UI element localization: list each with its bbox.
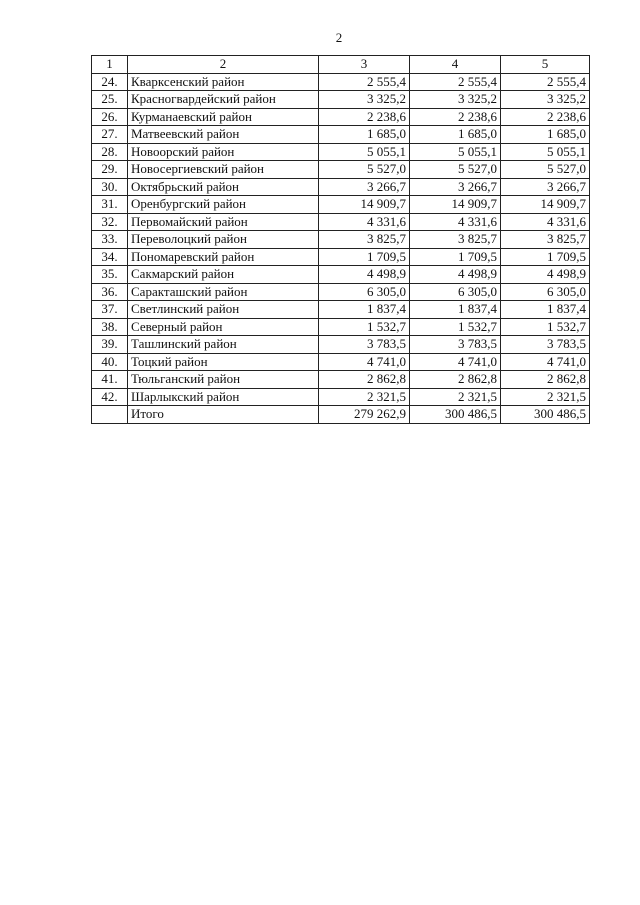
total-col-5: 300 486,5 bbox=[501, 406, 590, 424]
value-col-5: 1 532,7 bbox=[501, 318, 590, 336]
row-number: 37. bbox=[92, 301, 128, 319]
value-col-4: 1 532,7 bbox=[410, 318, 501, 336]
value-col-3: 1 685,0 bbox=[319, 126, 410, 144]
value-col-5: 3 266,7 bbox=[501, 178, 590, 196]
value-col-5: 1 685,0 bbox=[501, 126, 590, 144]
value-col-3: 6 305,0 bbox=[319, 283, 410, 301]
row-number: 25. bbox=[92, 91, 128, 109]
page-number: 2 bbox=[335, 30, 343, 45]
district-name: Матвеевский район bbox=[128, 126, 319, 144]
table-row bbox=[92, 91, 590, 109]
district-name: Кварксенский район bbox=[128, 73, 319, 91]
column-number-5: 5 bbox=[501, 56, 590, 74]
row-number: 28. bbox=[92, 143, 128, 161]
district-name: Первомайский район bbox=[128, 213, 319, 231]
total-row bbox=[92, 406, 590, 424]
table-row bbox=[92, 126, 590, 144]
value-col-5: 4 331,6 bbox=[501, 213, 590, 231]
value-col-4: 2 862,8 bbox=[410, 371, 501, 389]
table-row bbox=[92, 73, 590, 91]
value-col-5: 2 238,6 bbox=[501, 108, 590, 126]
district-name: Красногвардейский район bbox=[128, 91, 319, 109]
value-col-4: 5 527,0 bbox=[410, 161, 501, 179]
value-col-4: 4 498,9 bbox=[410, 266, 501, 284]
value-col-3: 3 266,7 bbox=[319, 178, 410, 196]
district-name: Тоцкий район bbox=[128, 353, 319, 371]
row-number: 29. bbox=[92, 161, 128, 179]
value-col-4: 4 331,6 bbox=[410, 213, 501, 231]
table-row bbox=[92, 248, 590, 266]
row-number: 33. bbox=[92, 231, 128, 249]
value-col-4: 2 555,4 bbox=[410, 73, 501, 91]
value-col-3: 1 837,4 bbox=[319, 301, 410, 319]
value-col-3: 2 862,8 bbox=[319, 371, 410, 389]
row-number: 41. bbox=[92, 371, 128, 389]
value-col-4: 1 685,0 bbox=[410, 126, 501, 144]
column-number-2: 2 bbox=[128, 56, 319, 74]
value-col-3: 2 555,4 bbox=[319, 73, 410, 91]
district-name: Шарлыкский район bbox=[128, 388, 319, 406]
table-row bbox=[92, 353, 590, 371]
value-col-5: 2 321,5 bbox=[501, 388, 590, 406]
column-number-1: 1 bbox=[92, 56, 128, 74]
table-row bbox=[92, 161, 590, 179]
value-col-4: 1 837,4 bbox=[410, 301, 501, 319]
row-number: 35. bbox=[92, 266, 128, 284]
value-col-4: 3 825,7 bbox=[410, 231, 501, 249]
district-name: Новоорский район bbox=[128, 143, 319, 161]
value-col-5: 4 741,0 bbox=[501, 353, 590, 371]
value-col-3: 5 055,1 bbox=[319, 143, 410, 161]
column-number-3: 3 bbox=[319, 56, 410, 74]
table-row bbox=[92, 266, 590, 284]
row-number: 38. bbox=[92, 318, 128, 336]
value-col-3: 1 709,5 bbox=[319, 248, 410, 266]
district-name: Октябрьский район bbox=[128, 178, 319, 196]
row-number: 39. bbox=[92, 336, 128, 354]
value-col-4: 6 305,0 bbox=[410, 283, 501, 301]
value-col-5: 1 709,5 bbox=[501, 248, 590, 266]
row-number: 36. bbox=[92, 283, 128, 301]
row-number: 42. bbox=[92, 388, 128, 406]
table-row bbox=[92, 388, 590, 406]
table-row bbox=[92, 143, 590, 161]
district-name: Ташлинский район bbox=[128, 336, 319, 354]
row-number: 30. bbox=[92, 178, 128, 196]
district-name: Тюльганский район bbox=[128, 371, 319, 389]
row-number: 24. bbox=[92, 73, 128, 91]
allocation-table bbox=[91, 55, 590, 424]
table-row bbox=[92, 108, 590, 126]
district-name: Курманаевский район bbox=[128, 108, 319, 126]
value-col-5: 14 909,7 bbox=[501, 196, 590, 214]
value-col-4: 1 709,5 bbox=[410, 248, 501, 266]
table-row bbox=[92, 301, 590, 319]
value-col-4: 2 238,6 bbox=[410, 108, 501, 126]
value-col-3: 5 527,0 bbox=[319, 161, 410, 179]
value-col-4: 3 325,2 bbox=[410, 91, 501, 109]
value-col-4: 3 783,5 bbox=[410, 336, 501, 354]
table-row bbox=[92, 336, 590, 354]
row-number: 27. bbox=[92, 126, 128, 144]
row-number: 31. bbox=[92, 196, 128, 214]
value-col-3: 4 741,0 bbox=[319, 353, 410, 371]
district-name: Пономаревский район bbox=[128, 248, 319, 266]
total-blank-cell bbox=[92, 406, 128, 424]
value-col-3: 4 331,6 bbox=[319, 213, 410, 231]
district-name: Новосергиевский район bbox=[128, 161, 319, 179]
value-col-4: 5 055,1 bbox=[410, 143, 501, 161]
value-col-4: 14 909,7 bbox=[410, 196, 501, 214]
table-row bbox=[92, 318, 590, 336]
value-col-3: 2 321,5 bbox=[319, 388, 410, 406]
value-col-5: 1 837,4 bbox=[501, 301, 590, 319]
value-col-5: 3 825,7 bbox=[501, 231, 590, 249]
row-number: 34. bbox=[92, 248, 128, 266]
total-col-4: 300 486,5 bbox=[410, 406, 501, 424]
row-number: 26. bbox=[92, 108, 128, 126]
value-col-5: 3 783,5 bbox=[501, 336, 590, 354]
district-name: Северный район bbox=[128, 318, 319, 336]
district-name: Саракташский район bbox=[128, 283, 319, 301]
value-col-3: 3 783,5 bbox=[319, 336, 410, 354]
value-col-3: 2 238,6 bbox=[319, 108, 410, 126]
table-body bbox=[92, 56, 590, 424]
value-col-3: 1 532,7 bbox=[319, 318, 410, 336]
value-col-5: 5 055,1 bbox=[501, 143, 590, 161]
value-col-5: 2 862,8 bbox=[501, 371, 590, 389]
value-col-4: 4 741,0 bbox=[410, 353, 501, 371]
value-col-5: 4 498,9 bbox=[501, 266, 590, 284]
district-name: Сакмарский район bbox=[128, 266, 319, 284]
value-col-5: 5 527,0 bbox=[501, 161, 590, 179]
total-col-3: 279 262,9 bbox=[319, 406, 410, 424]
value-col-3: 3 825,7 bbox=[319, 231, 410, 249]
value-col-3: 3 325,2 bbox=[319, 91, 410, 109]
row-number: 32. bbox=[92, 213, 128, 231]
value-col-4: 2 321,5 bbox=[410, 388, 501, 406]
table-row bbox=[92, 196, 590, 214]
total-label: Итого bbox=[128, 406, 319, 424]
value-col-5: 2 555,4 bbox=[501, 73, 590, 91]
value-col-5: 6 305,0 bbox=[501, 283, 590, 301]
district-name: Оренбургский район bbox=[128, 196, 319, 214]
table-row bbox=[92, 178, 590, 196]
table-row bbox=[92, 213, 590, 231]
value-col-3: 4 498,9 bbox=[319, 266, 410, 284]
column-number-4: 4 bbox=[410, 56, 501, 74]
value-col-5: 3 325,2 bbox=[501, 91, 590, 109]
district-name: Светлинский район bbox=[128, 301, 319, 319]
value-col-4: 3 266,7 bbox=[410, 178, 501, 196]
district-name: Переволоцкий район bbox=[128, 231, 319, 249]
column-number-row bbox=[92, 56, 590, 74]
row-number: 40. bbox=[92, 353, 128, 371]
table-row bbox=[92, 231, 590, 249]
table-row bbox=[92, 283, 590, 301]
table-row bbox=[92, 371, 590, 389]
value-col-3: 14 909,7 bbox=[319, 196, 410, 214]
